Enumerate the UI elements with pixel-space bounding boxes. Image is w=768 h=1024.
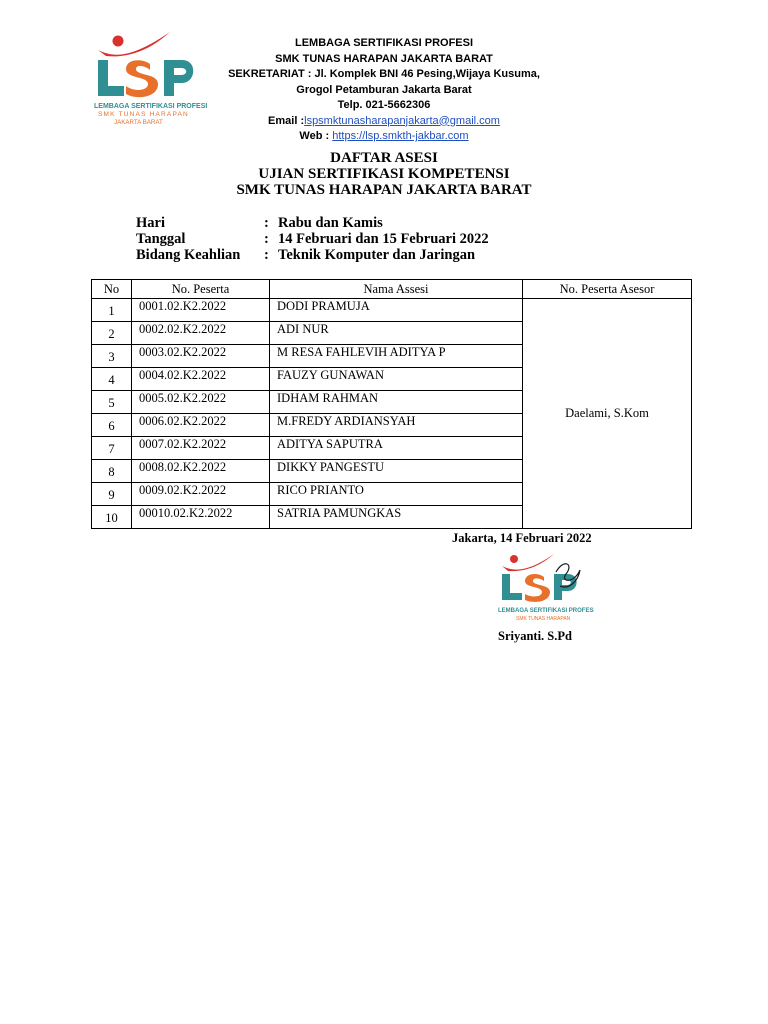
header-no-peserta: No. Peserta <box>132 280 270 299</box>
row-nama-assesi: ADITYA SAPUTRA <box>270 437 523 460</box>
row-no: 2 <box>92 322 132 345</box>
info-row-bidang <box>136 247 489 263</box>
info-value: Teknik Komputer dan Jaringan <box>278 247 476 263</box>
header-email-line <box>200 114 568 130</box>
logo-caption-3: JAKARTA BARAT <box>114 119 163 126</box>
row-no-peserta: 0008.02.K2.2022 <box>132 460 270 483</box>
info-value: Rabu dan Kamis <box>278 215 383 231</box>
info-label: Hari <box>136 215 165 231</box>
lsp-stamp-icon <box>494 550 594 630</box>
row-no: 10 <box>92 506 132 529</box>
document-subtitle: UJIAN SERTIFIKASI KOMPETENSI <box>258 166 510 182</box>
lsp-logo-icon <box>92 28 212 128</box>
email-link[interactable]: lspsmktunasharapanjakarta@gmail.com <box>304 114 500 127</box>
row-no-peserta: 0006.02.K2.2022 <box>132 414 270 437</box>
row-nama-assesi: DIKKY PANGESTU <box>270 460 523 483</box>
info-value: 14 Februari dan 15 Februari 2022 <box>278 231 489 247</box>
web-link[interactable]: https://lsp.smkth-jakbar.com <box>332 130 469 142</box>
header-line-1: LEMBAGA SERTIFIKASI PROFESI <box>294 37 474 49</box>
info-row-tanggal <box>136 231 489 247</box>
row-nama-assesi: IDHAM RAHMAN <box>270 391 523 414</box>
info-sep: : <box>264 231 269 247</box>
document-title: DAFTAR ASESI <box>330 150 438 166</box>
info-row-hari <box>136 215 489 231</box>
row-nama-assesi: ADI NUR <box>270 322 523 345</box>
header-asesor: No. Peserta Asesor <box>523 280 692 299</box>
letterhead <box>200 36 568 145</box>
header-city: Grogol Petamburan Jakarta Barat <box>296 83 472 96</box>
exam-info <box>136 215 489 263</box>
row-nama-assesi: SATRIA PAMUNGKAS <box>270 506 523 529</box>
document-school: SMK TUNAS HARAPAN JAKARTA BARAT <box>236 182 532 198</box>
row-no-peserta: 0007.02.K2.2022 <box>132 437 270 460</box>
row-nama-assesi: DODI PRAMUJA <box>270 299 523 322</box>
header-no: No <box>92 280 132 299</box>
header-address: SEKRETARIAT : Jl. Komplek BNI 46 Pesing,Wijaya Kusuma, <box>228 68 540 80</box>
table-header-row <box>92 280 692 299</box>
stamp-caption-1: LEMBAGA SERTIFIKASI PROFESI <box>498 608 594 614</box>
info-label: Bidang Keahlian <box>136 247 241 263</box>
asesi-table <box>91 279 692 529</box>
header-line-2: SMK TUNAS HARAPAN JAKARTA BARAT <box>275 52 493 65</box>
row-no-peserta: 0002.02.K2.2022 <box>132 322 270 345</box>
row-no: 4 <box>92 368 132 391</box>
signature-date: Jakarta, 14 Februari 2022 <box>452 531 592 545</box>
row-no-peserta: 00010.02.K2.2022 <box>132 506 270 529</box>
row-no: 9 <box>92 483 132 506</box>
email-label: Email : <box>268 114 305 127</box>
info-label: Tanggal <box>136 231 186 247</box>
header-web-line <box>200 129 568 145</box>
header-phone: Telp. 021-5662306 <box>337 99 431 111</box>
header-nama-assesi: Nama Assesi <box>270 280 523 299</box>
row-nama-assesi: RICO PRIANTO <box>270 483 523 506</box>
row-nama-assesi: M.FREDY ARDIANSYAH <box>270 414 523 437</box>
row-no-peserta: 0001.02.K2.2022 <box>132 299 270 322</box>
row-no: 3 <box>92 345 132 368</box>
logo-caption-2: SMK TUNAS HARAPAN <box>98 111 189 118</box>
row-no-peserta: 0004.02.K2.2022 <box>132 368 270 391</box>
row-no: 7 <box>92 437 132 460</box>
row-no-peserta: 0003.02.K2.2022 <box>132 345 270 368</box>
row-no: 1 <box>92 299 132 322</box>
info-sep: : <box>264 215 269 231</box>
row-no: 5 <box>92 391 132 414</box>
row-nama-assesi: M RESA FAHLEVIH ADITYA P <box>270 345 523 368</box>
row-no: 6 <box>92 414 132 437</box>
row-no: 8 <box>92 460 132 483</box>
stamp-caption-2: SMK TUNAS HARAPAN <box>516 616 571 622</box>
signer-name: Sriyanti. S.Pd <box>498 629 572 643</box>
logo-caption-1: LEMBAGA SERTIFIKASI PROFESI <box>94 103 208 110</box>
row-no-peserta: 0009.02.K2.2022 <box>132 483 270 506</box>
info-sep: : <box>264 247 269 263</box>
asesor-name: Daelami, S.Kom <box>523 299 692 529</box>
web-label: Web : <box>299 130 330 142</box>
row-nama-assesi: FAUZY GUNAWAN <box>270 368 523 391</box>
row-no-peserta: 0005.02.K2.2022 <box>132 391 270 414</box>
table-row <box>92 299 692 322</box>
